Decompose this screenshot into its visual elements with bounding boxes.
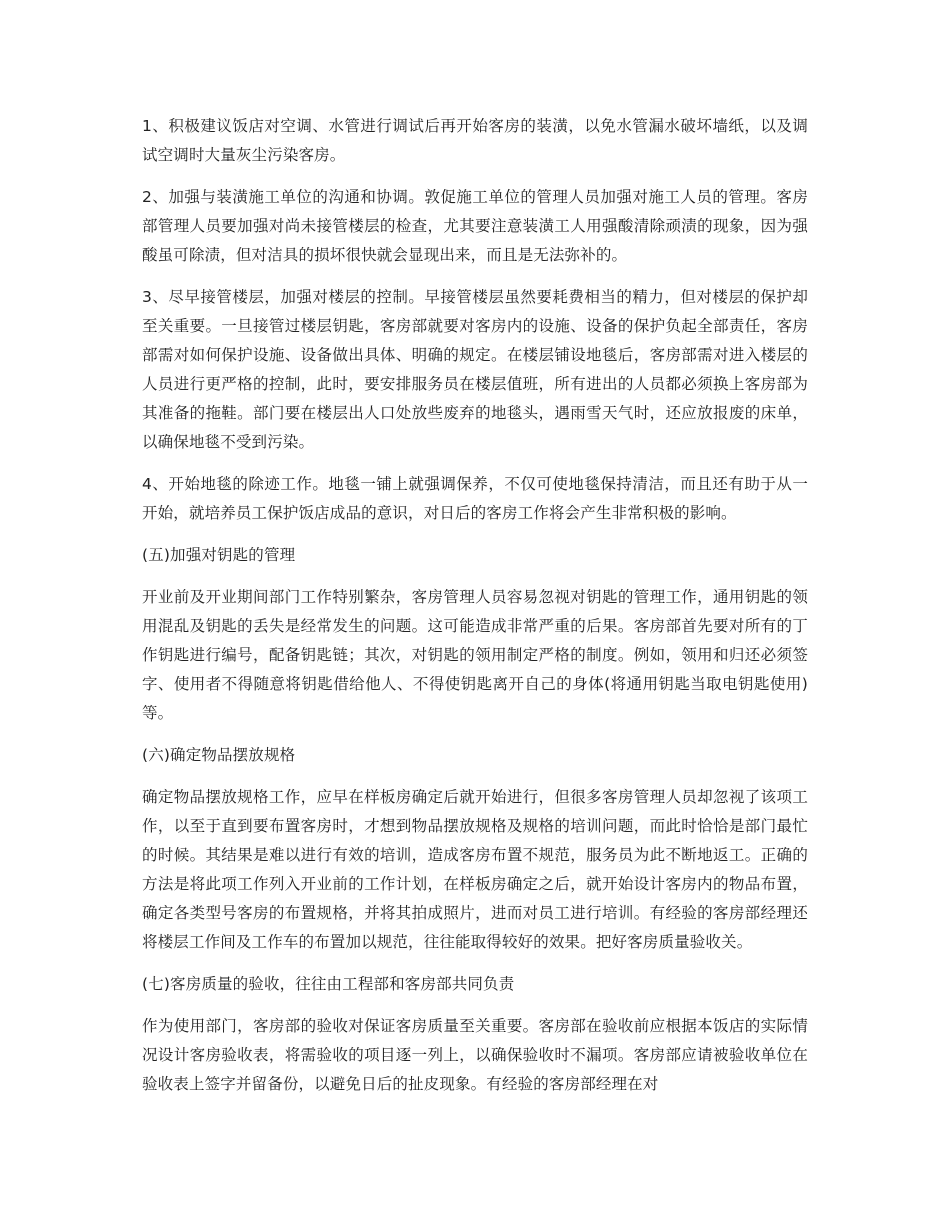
- paragraph-2: 2、加强与装潢施工单位的沟通和协调。敦促施工单位的管理人员加强对施工人员的管理。客房部管理人员要加强对尚未接管楼层的检查，尤其要注意装潢工人用强酸清除顽渍的现象，因为强酸虽可除渍，但对洁具的损坏很快就会显现出来，而且是无法弥补的。: [142, 188, 808, 264]
- section-heading-6: (六)确定物品摆放规格: [142, 746, 296, 764]
- paragraph-item-placement: 确定物品摆放规格工作，应早在样板房确定后就开始进行，但很多客房管理人员却忽视了该项工作，以至于直到要布置客房时，才想到物品摆放规格及规格的培训问题，而此时恰恰是部门最忙的时候。其结果是难以进行有效的培训，造成客房布置不规范，服务员为此不断地返工。正确的方法是将此项工作列入开业前的工作计划，在样板房确定之后，就开始设计客房内的物品布置，确定各类型号客房的布置规格，并将其拍成照片，进而对员工进行培训。有经验的客房部经理还将楼层工作间及工作车的布置加以规范，往往能取得较好的效果。把好客房质量验收关。: [142, 788, 808, 951]
- paragraph-3: 3、尽早接管楼层，加强对楼层的控制。早接管楼层虽然要耗费相当的精力，但对楼层的保护却至关重要。一旦接管过楼层钥匙，客房部就要对客房内的设施、设备的保护负起全部责任，客房部需对如何保护设施、设备做出具体、明确的规定。在楼层铺设地毯后，客房部需对进入楼层的人员进行更严格的控制，此时，要安排服务员在楼层值班，所有进出的人员都必须换上客房部为其准备的拖鞋。部门要在楼层出人口处放些废弃的地毯头，遇雨雪天气时，还应放报废的床单，以确保地毯不受到污染。: [142, 288, 808, 451]
- paragraph-1: 1、积极建议饭店对空调、水管进行调试后再开始客房的装潢，以免水管漏水破坏墙纸，以及调试空调时大量灰尘污染客房。: [142, 117, 808, 164]
- paragraph-room-inspection: 作为使用部门，客房部的验收对保证客房质量至关重要。客房部在验收前应根据本饭店的实际情况设计客房验收表，将需验收的项目逐一列上，以确保验收时不漏项。客房部应请被验收单位在验收表上签字并留备份，以避免日后的扯皮现象。有经验的客房部经理在对: [142, 1017, 808, 1093]
- section-heading-5: (五)加强对钥匙的管理: [142, 546, 296, 564]
- paragraph-4: 4、开始地毯的除迹工作。地毯一铺上就强调保养，不仅可使地毯保持清洁，而且还有助于从一开始，就培养员工保护饭店成品的意识，对日后的客房工作将会产生非常积极的影响。: [142, 475, 808, 522]
- paragraph-key-management: 开业前及开业期间部门工作特别繁杂，客房管理人员容易忽视对钥匙的管理工作，通用钥匙的领用混乱及钥匙的丢失是经常发生的问题。这可能造成非常严重的后果。客房部首先要对所有的丁作钥匙进行编号，配备钥匙链；其次，对钥匙的领用制定严格的制度。例如，领用和归还必须签字、使用者不得随意将钥匙借给他人、不得使钥匙离开自己的身体(将通用钥匙当取电钥匙使用)等。: [142, 588, 808, 722]
- section-heading-7: (七)客房质量的验收，往往由工程部和客房部共同负责: [142, 975, 515, 993]
